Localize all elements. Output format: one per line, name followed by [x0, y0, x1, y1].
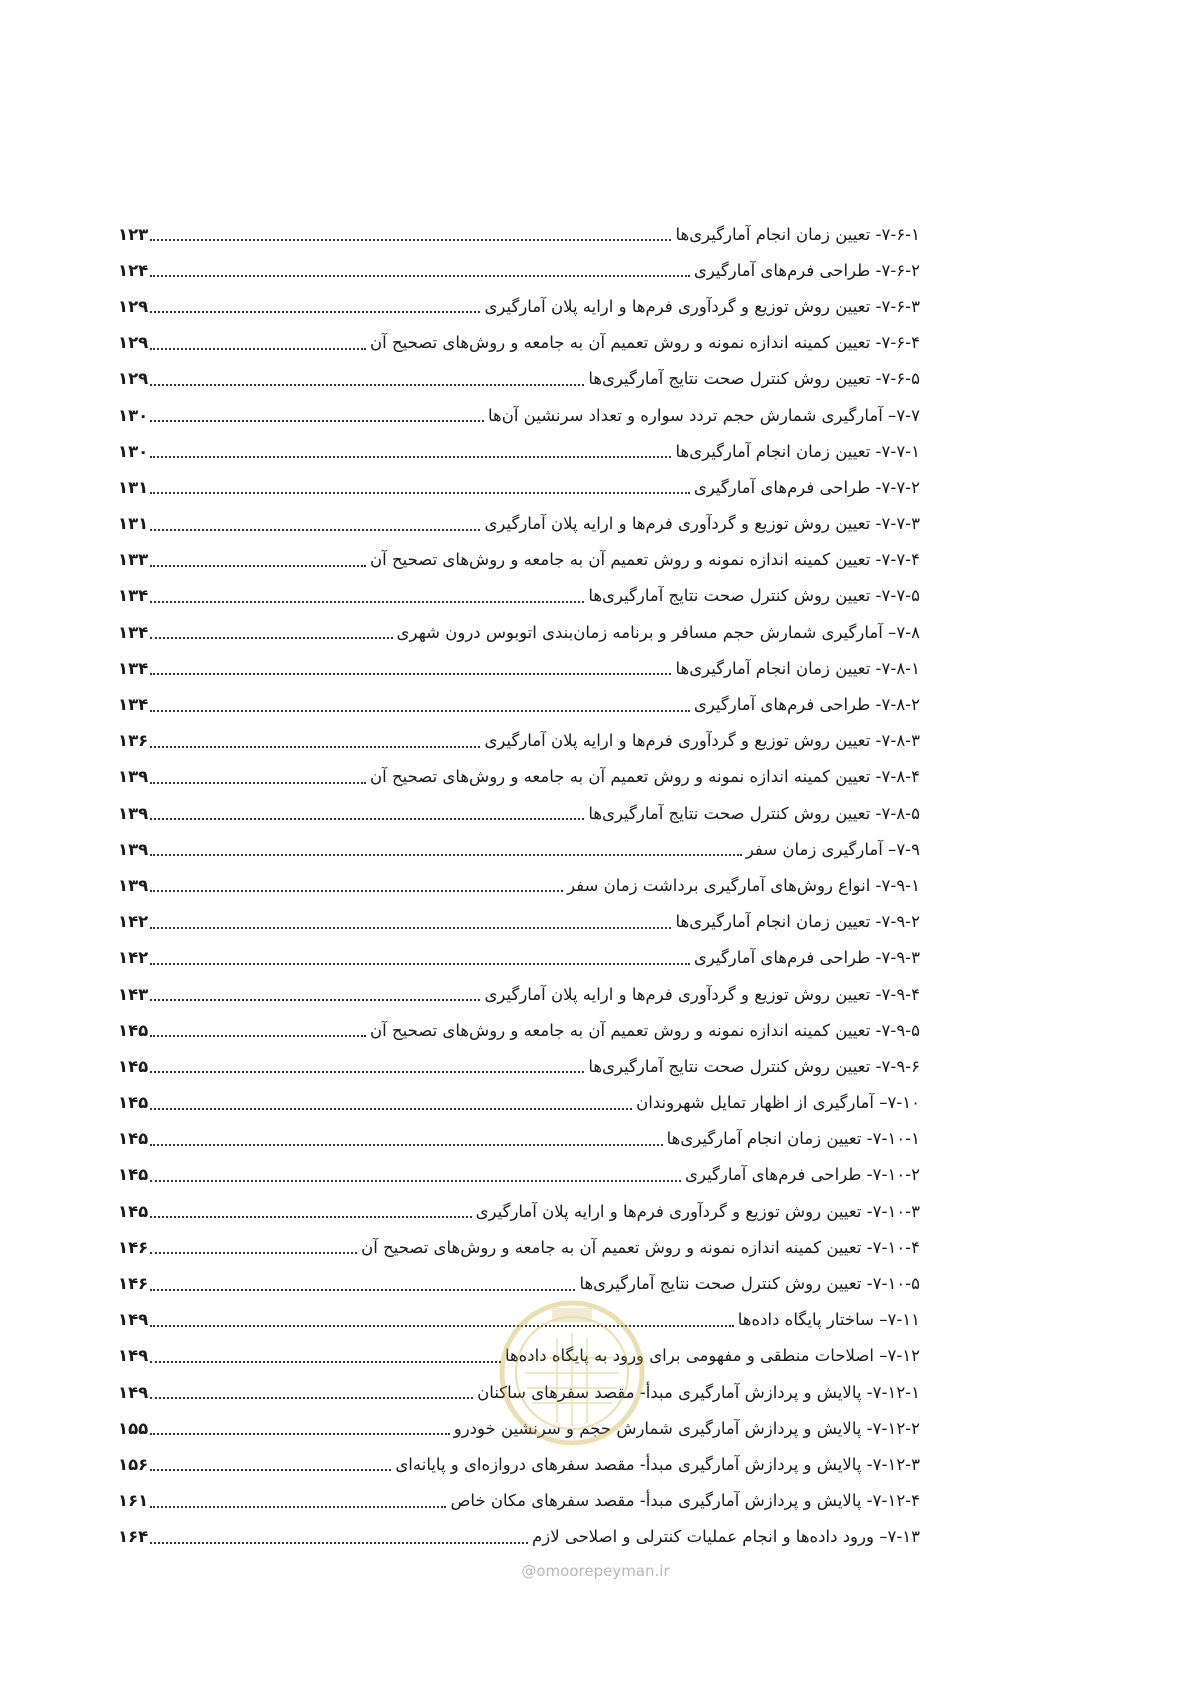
toc-entry-page: ۱۴۳ [118, 984, 149, 1004]
toc-entry[interactable] [118, 433, 920, 469]
toc-leader-dots [150, 637, 392, 639]
toc-entry-page: ۱۴۵ [118, 1093, 149, 1113]
toc-entry-page: ۱۳۳ [118, 550, 149, 570]
toc-leader-dots [150, 565, 366, 567]
toc-entry[interactable] [118, 759, 920, 795]
toc-leader-dots [150, 1289, 575, 1291]
toc-entry-page: ۱۳۰ [118, 405, 149, 425]
toc-leader-dots [150, 456, 671, 458]
toc-leader-dots [150, 1361, 501, 1363]
toc-entry[interactable] [118, 650, 920, 686]
toc-entry-title: ۷-۱۳– ورود داده‌ها و انجام عملیات کنترلی و اصلاحی لازم [532, 1527, 920, 1547]
toc-entry-title: ۷-۶-۱- تعیین زمان انجام آمارگیری‌ها [675, 224, 920, 244]
toc-entry[interactable] [118, 397, 920, 433]
toc-leader-dots [150, 311, 480, 313]
toc-entry-page: ۱۳۹ [118, 875, 149, 895]
toc-leader-dots [150, 1433, 450, 1435]
toc-entry-title: ۷-۱۲-۳- پالایش و پردازش آمارگیری مبدأ- مقصد سفرهای دروازه‌ای و پایانه‌ای [395, 1454, 920, 1474]
toc-entry[interactable] [118, 867, 920, 903]
toc-entry[interactable] [118, 686, 920, 722]
toc-entry[interactable] [118, 325, 920, 361]
toc-entry-title: ۷-۱۲-۴- پالایش و پردازش آمارگیری مبدأ- مقصد سفرهای مکان خاص [450, 1491, 920, 1511]
toc-leader-dots [150, 348, 366, 350]
toc-entry-title: ۷-۷-۴- تعیین کمینه اندازه نمونه و روش تعمیم آن به جامعه و روش‌های تصحیح آن [370, 550, 920, 570]
toc-leader-dots [150, 963, 690, 965]
toc-entry[interactable] [118, 795, 920, 831]
toc-entry[interactable] [118, 252, 920, 288]
toc-entry-title: ۷-۸-۳- تعیین روش توزیع و گردآوری فرم‌ها و ارایه پلان آمارگیری [484, 731, 920, 751]
toc-entry-page: ۱۴۲ [118, 912, 149, 932]
toc-entry-page: ۱۲۳ [118, 224, 149, 244]
toc-entry-title: ۷-۱۰-۲- طراحی فرم‌های آمارگیری [685, 1165, 920, 1185]
toc-entry-page: ۱۵۶ [118, 1454, 149, 1474]
toc-leader-dots [150, 673, 671, 675]
toc-leader-dots [150, 1144, 662, 1146]
toc-entry[interactable] [118, 1265, 920, 1301]
toc-entry-title: ۷-۱۰-۴- تعیین کمینه اندازه نمونه و روش تعمیم آن به جامعه و روش‌های تصحیح آن [361, 1237, 920, 1257]
toc-entry[interactable] [118, 506, 920, 542]
toc-entry-page: ۱۳۰ [118, 441, 149, 461]
toc-entry-title: ۷-۶-۴- تعیین کمینه اندازه نمونه و روش تعمیم آن به جامعه و روش‌های تصحیح آن [370, 333, 920, 353]
toc-entry-page: ۱۵۵ [118, 1418, 149, 1438]
toc-leader-dots [150, 746, 480, 748]
toc-entry-page: ۱۳۱ [118, 514, 149, 534]
toc-entry[interactable] [118, 1483, 920, 1519]
toc-entry[interactable] [118, 1157, 920, 1193]
toc-entry-page: ۱۳۱ [118, 477, 149, 497]
toc-entry-title: ۷-۷-۲- طراحی فرم‌های آمارگیری [693, 477, 920, 497]
toc-entry-page: ۱۴۵ [118, 1201, 149, 1221]
toc-entry-page: ۱۳۴ [118, 695, 149, 715]
toc-entry-title: ۷-۹-۶- تعیین روش کنترل صحت نتایج آمارگیری‌ها [588, 1056, 920, 1076]
watermark-site-text: @omoorepeyman.ir [521, 1562, 670, 1580]
toc-entry-page: ۱۴۹ [118, 1346, 149, 1366]
toc-entry[interactable] [118, 614, 920, 650]
toc-entry-title: ۷-۱۰-۳- تعیین روش توزیع و گردآوری فرم‌ها و ارایه پلان آمارگیری [475, 1201, 920, 1221]
toc-entry-page: ۱۴۶ [118, 1274, 149, 1294]
toc-leader-dots [150, 1506, 446, 1508]
toc-entry-title: ۷-۷-۳- تعیین روش توزیع و گردآوری فرم‌ها و ارایه پلان آمارگیری [484, 514, 920, 534]
toc-entry-title: ۷-۹-۲- تعیین زمان انجام آمارگیری‌ها [675, 912, 920, 932]
toc-entry[interactable] [118, 904, 920, 940]
toc-entry-page: ۱۳۴ [118, 622, 149, 642]
toc-entry-title: ۷-۷-۵- تعیین روش کنترل صحت نتایج آمارگیری‌ها [588, 586, 920, 606]
toc-entry-title: ۷-۱۲-۱- پالایش و پردازش آمارگیری مبدأ- مقصد سفرهای ساکنان [477, 1382, 920, 1402]
toc-leader-dots [150, 1180, 681, 1182]
toc-entry[interactable] [118, 1085, 920, 1121]
toc-entry-page: ۱۲۹ [118, 333, 149, 353]
toc-entry-title: ۷-۸-۵- تعیین روش کنترل صحت نتایج آمارگیری‌ها [588, 803, 920, 823]
toc-entry-title: ۷-۹-۱- انواع روش‌های آمارگیری برداشت زمان سفر [567, 875, 920, 895]
toc-leader-dots [150, 999, 480, 1001]
toc-leader-dots [150, 854, 742, 856]
toc-entry-page: ۱۴۲ [118, 948, 149, 968]
toc-entry-page: ۱۴۶ [118, 1237, 149, 1257]
toc-entry-title: ۷-۶-۲- طراحی فرم‌های آمارگیری [693, 260, 920, 280]
toc-entry-title: ۷-۱۲– اصلاحات منطقی و مفهومی برای ورود به پایگاه داده‌ها [504, 1346, 920, 1366]
toc-entry-title: ۷-۷-۱- تعیین زمان انجام آمارگیری‌ها [675, 441, 920, 461]
toc-entry[interactable] [118, 1121, 920, 1157]
toc-entry-title: ۷-۱۱– ساختار پایگاه داده‌ها [737, 1310, 920, 1330]
toc-leader-dots [150, 1071, 584, 1073]
toc-entry-page: ۱۴۹ [118, 1382, 149, 1402]
toc-entry-page: ۱۲۴ [118, 260, 149, 280]
toc-leader-dots [150, 710, 690, 712]
toc-leader-dots [150, 1542, 528, 1544]
watermark-seal-icon [497, 1298, 647, 1448]
toc-entry-title: ۷-۸-۱- تعیین زمان انجام آمارگیری‌ها [675, 658, 920, 678]
toc-leader-dots [150, 601, 584, 603]
watermark-at-icon: @ [521, 1562, 537, 1580]
toc-entry-title: ۷-۸– آمارگیری شمارش حجم مسافر و برنامه زمان‌بندی اتوبوس درون شهری [396, 622, 920, 642]
toc-entry-page: ۱۳۴ [118, 586, 149, 606]
toc-leader-dots [150, 818, 584, 820]
toc-entry-title: ۷-۸-۴- تعیین کمینه اندازه نمونه و روش تعمیم آن به جامعه و روش‌های تصحیح آن [370, 767, 920, 787]
toc-leader-dots [150, 384, 584, 386]
toc-entry[interactable] [118, 1519, 920, 1555]
toc-entry-title: ۷-۱۰-۱- تعیین زمان انجام آمارگیری‌ها [666, 1129, 920, 1149]
toc-leader-dots [150, 1216, 471, 1218]
toc-entry[interactable] [118, 831, 920, 867]
toc-entry-title: ۷-۱۲-۲- پالایش و پردازش آمارگیری شمارش حجم و سرنشین خودرو [453, 1418, 920, 1438]
toc-entry[interactable] [118, 976, 920, 1012]
toc-entry[interactable] [118, 723, 920, 759]
toc-entry[interactable] [118, 216, 920, 252]
toc-entry[interactable] [118, 542, 920, 578]
toc-entry-title: ۷-۱۰– آمارگیری از اظهار تمایل شهروندان [636, 1093, 920, 1113]
toc-leader-dots [150, 420, 484, 422]
toc-entry-page: ۱۳۹ [118, 803, 149, 823]
toc-leader-dots [150, 1252, 357, 1254]
toc-entry-title: ۷-۹– آمارگیری زمان سفر [745, 839, 920, 859]
toc-leader-dots [150, 1469, 391, 1471]
toc-entry[interactable] [118, 940, 920, 976]
toc-entry[interactable] [118, 288, 920, 324]
toc-entry-page: ۱۴۵ [118, 1020, 149, 1040]
toc-entry-page: ۱۳۶ [118, 731, 149, 751]
toc-entry-page: ۱۴۵ [118, 1129, 149, 1149]
toc-entry[interactable] [118, 578, 920, 614]
toc-entry[interactable] [118, 1012, 920, 1048]
toc-entry-page: ۱۴۹ [118, 1310, 149, 1330]
toc-leader-dots [150, 275, 690, 277]
toc-entry-title: ۷-۶-۳- تعیین روش توزیع و گردآوری فرم‌ها و ارایه پلان آمارگیری [484, 296, 920, 316]
toc-entry-page: ۱۶۱ [118, 1491, 149, 1511]
toc-entry[interactable] [118, 361, 920, 397]
toc-leader-dots [150, 1035, 366, 1037]
toc-entry-page: ۱۴۵ [118, 1165, 149, 1185]
toc-leader-dots [150, 1108, 632, 1110]
toc-leader-dots [150, 239, 671, 241]
toc-leader-dots [150, 529, 480, 531]
toc-entry-page: ۱۳۴ [118, 658, 149, 678]
toc-entry-page: ۱۶۴ [118, 1527, 149, 1547]
toc-leader-dots [150, 1397, 473, 1399]
toc-entry-page: ۱۲۹ [118, 296, 149, 316]
toc-leader-dots [150, 782, 366, 784]
toc-entry-page: ۱۲۹ [118, 369, 149, 389]
toc-leader-dots [150, 927, 671, 929]
toc-entry-title: ۷-۹-۵- تعیین کمینه اندازه نمونه و روش تعمیم آن به جامعه و روش‌های تصحیح آن [370, 1020, 920, 1040]
toc-entry-title: ۷-۷– آمارگیری شمارش حجم تردد سواره و تعداد سرنشین آن‌ها [487, 405, 920, 425]
toc-entry[interactable] [118, 1048, 920, 1084]
toc-entry[interactable] [118, 469, 920, 505]
toc-entry[interactable] [118, 1193, 920, 1229]
toc-entry-title: ۷-۸-۲- طراحی فرم‌های آمارگیری [693, 695, 920, 715]
toc-entry[interactable] [118, 1229, 920, 1265]
toc-entry-page: ۱۴۵ [118, 1056, 149, 1076]
toc-leader-dots [150, 890, 563, 892]
toc-entry-title: ۷-۱۰-۵- تعیین روش کنترل صحت نتایج آمارگیری‌ها [579, 1274, 920, 1294]
toc-entry-title: ۷-۹-۳- طراحی فرم‌های آمارگیری [693, 948, 920, 968]
toc-entry-page: ۱۳۹ [118, 767, 149, 787]
toc-entry[interactable] [118, 1446, 920, 1482]
toc-leader-dots [150, 492, 690, 494]
toc-entry-page: ۱۳۹ [118, 839, 149, 859]
toc-entry-title: ۷-۹-۴- تعیین روش توزیع و گردآوری فرم‌ها و ارایه پلان آمارگیری [484, 984, 920, 1004]
toc-entry-title: ۷-۶-۵- تعیین روش کنترل صحت نتایج آمارگیری‌ها [588, 369, 920, 389]
